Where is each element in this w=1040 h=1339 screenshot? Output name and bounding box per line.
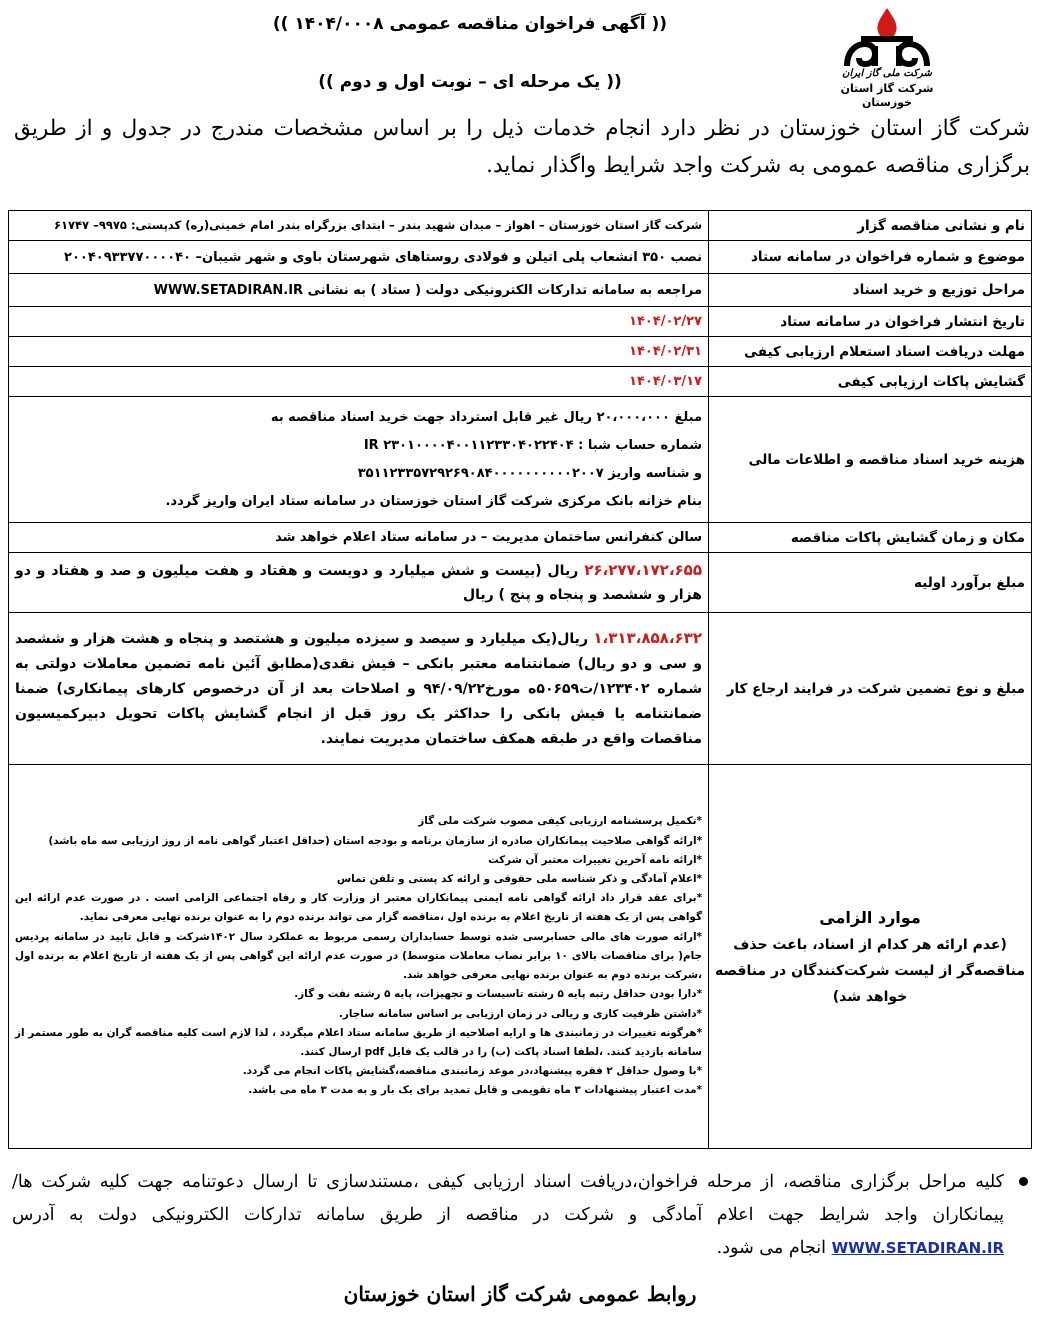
- requirements-subtitle: (عدم ارائه هر کدام از اسناد، باعث حذف مناقصه‌گر از لیست شرکت‌کنندگان در مناقصه خواهد شد): [715, 936, 1025, 1005]
- list-item: *مدت اعتبار پیشنهادات ۳ ماه تقویمی و قابل تمدید برای یک بار و به مدت ۳ ماه می باشد.: [248, 1084, 702, 1097]
- row-label: مهلت دریافت اسناد استعلام ارزیابی کیفی: [709, 337, 1032, 367]
- fee-line: شماره حساب شبا : ۲۳۰۱۰۰۰۰۴۰۰۱۱۲۳۳۰۴۰۲۲۴۰۴ IR: [363, 437, 702, 453]
- row-value: سالن کنفرانس ساختمان مدیریت – در سامانه ستاد اعلام خواهد شد: [9, 523, 709, 553]
- list-item: *با وصول حداقل ۲ فقره پیشنهاد،در موعد زمانبندی مناقصه،گشایش پاکات انجام می گردد.: [242, 1065, 702, 1078]
- row-value: مراجعه به سامانه تدارکات الکترونیکی دولت ( ستاد ) به نشانی WWW.SETADIRAN.IR: [9, 274, 709, 307]
- row-label: تاریخ انتشار فراخوان در سامانه ستاد: [709, 307, 1032, 337]
- table-row: [9, 765, 1032, 1149]
- estimate-text: ریال (بیست و شش میلیارد و دویست و هفتاد و هفت میلیون و صد و هفتاد و دو هزار و ششصد و پنجاه و پنج ) ریال: [15, 563, 702, 603]
- table-row: [9, 613, 1032, 765]
- process-note-text: کلیه مراحل برگزاری مناقصه، از مرحله فراخوان،دریافت اسناد ارزیابی کیفی ،مستندسازی تا ارسال دعوتنامه جهت کلیه شرکت ها/پیمانکاران واجد شرایط جهت اعلام آمادگی و شرکت در مناقصه از طریق سامانه تدارکات الکترونیکی دولت به آدرس: [12, 1172, 1004, 1225]
- deadline-date: ۱۴۰۴/۰۲/۳۱: [9, 337, 709, 367]
- row-label: مبلغ و نوع تضمین شرکت در فرایند ارجاع کار: [709, 613, 1032, 765]
- announcement-title: (( آگهی فراخوان مناقصه عمومی ۱۴۰۴/۰۰۰۸ )): [272, 14, 668, 34]
- logo-script-text: شرکت ملی گاز ایران: [842, 68, 932, 79]
- fee-line: مبلغ ۲۰،۰۰۰،۰۰۰ ریال غیر قابل استرداد جهت خرید اسناد مناقصه به: [270, 409, 702, 425]
- guarantee-amount: ۱،۳۱۳،۸۵۸،۶۳۲: [593, 628, 702, 647]
- row-value: نصب ۳۵۰ انشعاب پلی اتیلن و فولادی روستاهای شهرستان باوی و شهر شیبان– ۲۰۰۴۰۹۳۳۷۷۰۰۰۰۴۰: [9, 241, 709, 274]
- row-label: گشایش پاکات ارزیابی کیفی: [709, 367, 1032, 397]
- table-row: [9, 307, 1032, 337]
- list-item: *تکمیل پرسشنامه ارزیابی کیفی مصوب شرکت ملی گاز: [418, 815, 702, 828]
- row-label: هزینه خرید اسناد مناقصه و اطلاعات مالی: [709, 397, 1032, 523]
- logo-company-name: شرکت گاز استان خوزستان: [840, 82, 934, 109]
- list-item: *دارا بودن حداقل رتبه پایه ۵ رشته تاسیسات و تجهیزات، پایه ۵ رشته نفت و گاز.: [294, 988, 702, 1001]
- table-row: [9, 211, 1032, 241]
- row-label: مکان و زمان گشایش پاکات مناقصه: [709, 523, 1032, 553]
- process-note-end: انجام می شود.: [716, 1238, 832, 1258]
- publish-date: ۱۴۰۴/۰۲/۲۷: [9, 307, 709, 337]
- opening-date: ۱۴۰۴/۰۳/۱۷: [9, 367, 709, 397]
- requirements-list-cell: [9, 765, 709, 1149]
- tender-details-table: [8, 210, 1032, 1149]
- public-relations-signature: روابط عمومی شرکت گاز استان خوزستان: [343, 1282, 697, 1306]
- process-note: [12, 1166, 1026, 1265]
- requirements-label-cell: [709, 765, 1032, 1149]
- table-row: [9, 367, 1032, 397]
- setadiran-link[interactable]: WWW.SETADIRAN.IR: [831, 1239, 1004, 1257]
- table-row: [9, 337, 1032, 367]
- table-row: [9, 241, 1032, 274]
- gas-flame-logo-icon: [839, 6, 935, 70]
- company-logo: [822, 6, 952, 112]
- requirements-title: موارد الزامی: [819, 907, 921, 927]
- table-row: [9, 397, 1032, 523]
- requirements-list: [15, 812, 702, 1100]
- list-item: *ارائه گواهی صلاحیت پیمانکاران صادره از سازمان برنامه و بودجه استان (حداقل اعتبار گواهی نامه از روز ارزیابی سه ماه باشد): [48, 834, 702, 847]
- fee-line: و شناسه واریز ۳۵۱۱۲۳۳۵۷۲۹۲۶۹۰۸۴۰۰۰۰۰۰۰۰۰۰۲۰۰۷: [357, 465, 702, 481]
- fee-details: [9, 397, 709, 523]
- list-item: *برای عقد قرار داد ارائه گواهی نامه ایمنی پیمانکاران معتبر از وزارت کار و رفاه اجتماعی الزامی است . در صورت عدم ارائه این گواهی پس از یک هفته از تاریخ اعلام به برنده اول ،مناقصه گزار می تواند برنده دوم را به عنوان برنده نهایی معرفی نماید.: [15, 892, 702, 924]
- list-item: *ارائه صورت های مالی حسابرسی شده توسط حسابداران رسمی مربوط به عملکرد سال ۱۴۰۲شرکت و قابل تایید در سامانه پردیس جام( برای مناقصات بالای ۱۰ برابر نصاب معاملات متوسط) در صورت عدم ارائه این گواهی پس از یک هفته از تاریخ اعلام به برنده اول ،شرکت برنده دوم به عنوان برنده نهایی معرفی خواهد شد.: [15, 930, 703, 982]
- row-label: مراحل توزیع و خرید اسناد: [709, 274, 1032, 307]
- row-value: شرکت گاز استان خوزستان – اهواز – میدان شهید بندر – ابتدای بزرگراه بندر امام خمینی(ره) کدپستی: ۹۹۷۵– ۶۱۷۴۷: [9, 211, 709, 241]
- table-row: [9, 274, 1032, 307]
- list-item: *هرگونه تغییرات در زمانبندی ها و ارایه اصلاحیه از طریق سامانه ستاد اعلام میگردد ، لذا لازم است کلیه مناقصه گران به طور مستمر از سامانه بازدید کنند. ،لطفا اسناد پاکت (ب) را در قالب یک فایل pdf ارسال کنند.: [15, 1026, 702, 1058]
- list-item: *داشتن ظرفیت کاری و ریالی در زمان ارزیابی بر اساس سامانه ساجار.: [338, 1007, 702, 1020]
- intro-paragraph: شرکت گاز استان خوزستان در نظر دارد انجام خدمات ذیل را بر اساس مشخصات مندرج در جدول و از طریق برگزاری مناقصه عمومی به شرکت واجد شرایط واگذار نماید.: [14, 116, 1030, 178]
- list-item: *اعلام آمادگی و ذکر شناسه ملی حقوقی و ارائه کد پستی و تلفن تماس: [336, 873, 702, 886]
- row-label: مبلغ برآورد اولیه: [709, 553, 1032, 613]
- row-label: موضوع و شماره فراخوان در سامانه ستاد: [709, 241, 1032, 274]
- estimate-amount: ۲۶،۲۷۷،۱۷۲،۶۵۵: [584, 561, 702, 579]
- table-row: [9, 553, 1032, 613]
- guarantee-value: [9, 613, 709, 765]
- announcement-subtitle: (( یک مرحله ای – نوبت اول و دوم )): [318, 72, 622, 92]
- estimate-value: [9, 553, 709, 613]
- row-label: نام و نشانی مناقصه گزار: [709, 211, 1032, 241]
- fee-line: بنام خزانه بانک مرکزی شرکت گاز استان خوزستان در سامانه ستاد ایران واریز گردد.: [165, 493, 702, 509]
- table-row: [9, 523, 1032, 553]
- guarantee-text: ریال(یک میلیارد و سیصد و سیزده میلیون و هشتصد و پنجاه و هشت هزار و ششصد و سی و دو ریال) ضمانتنامه معتبر بانکی – فیش نقدی(مطابق آئین نامه تضمین معاملات دولتی به شماره ۱۲۳۴۰۲/ت۵۰۶۵۹ه مورخ۹۴/۰۹/۲۲ و اصلاحات بعد از آن درخصوص کارهای پیمانکاری) ضمنا ضمانتنامه یا فیش بانکی را حداکثر یک روز قبل از انجام گشایش پاکات تحویل دبیرکمیسیون مناقصات واقع در طبقه همکف ساختمان مدیریت نمایند.: [15, 630, 703, 747]
- list-item: *ارائه نامه آخرین تغییرات معتبر آن شرکت: [488, 853, 702, 866]
